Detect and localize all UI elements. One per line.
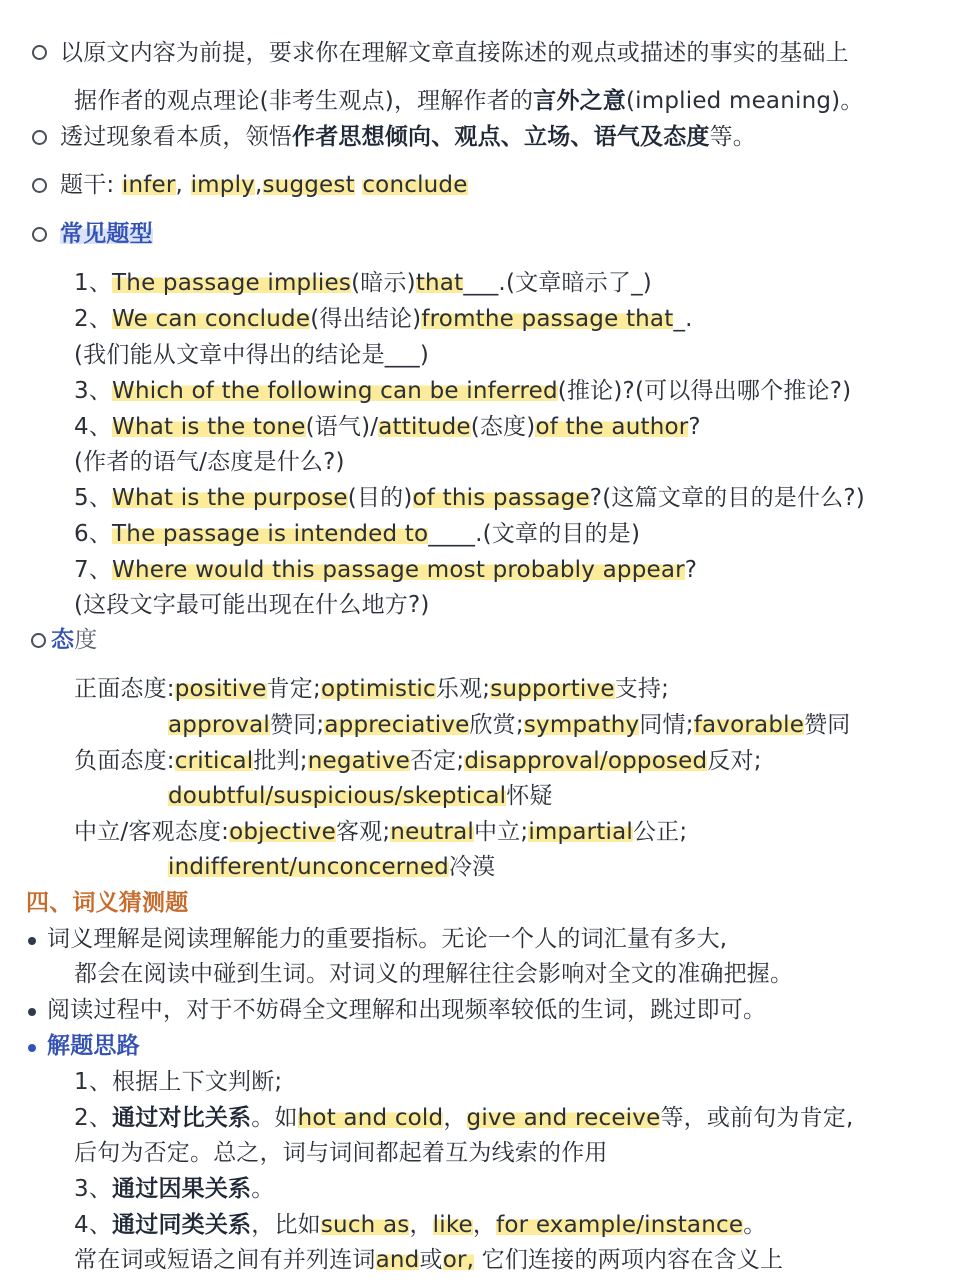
label: 负面态度: [74, 748, 175, 774]
strategy-3 [74, 1174, 274, 1204]
subsection-title: 解题思路 [47, 1033, 140, 1059]
text: (implied meaning)。 [625, 88, 864, 114]
text: 常在词或短语之间有并列连词 [74, 1247, 376, 1273]
text: (态度) [470, 414, 536, 440]
question-type-1 [74, 268, 652, 298]
text: ___.(文章暗示了_) [463, 270, 652, 296]
bullet-dot-icon [28, 937, 36, 945]
text: 客观; [335, 819, 391, 845]
text: (目的) [347, 485, 413, 511]
text: ? [684, 557, 698, 583]
text: 3、 [74, 1176, 113, 1202]
keyword: neutral [390, 819, 474, 845]
text: 它们连接的两项内容在含义上 [474, 1247, 784, 1273]
keyword: optimistic [320, 676, 436, 702]
keyword: positive [174, 676, 267, 702]
keyword: hot and cold [297, 1105, 444, 1131]
text: 3、 [74, 378, 113, 404]
strategy-1: 1、根据上下文判断; [74, 1069, 283, 1095]
bold-text: 言外之意 [533, 88, 626, 114]
text: , [175, 172, 191, 198]
keyword: What is the tone [112, 414, 306, 440]
text: ， [409, 1212, 433, 1238]
question-type-4 [74, 412, 701, 442]
section-subtitle [60, 219, 153, 249]
text: 据作者的观点理论(非考生观点)，理解作者的 [74, 88, 534, 114]
text: 否定; [409, 748, 465, 774]
keyword: sympathy [523, 712, 640, 738]
paragraph-line: 阅读过程中，对于不妨碍全文理解和出现频率较低的生词，跳过即可。 [47, 997, 767, 1023]
text: 欣赏; [469, 712, 524, 738]
negative-attitudes-cont [168, 781, 553, 811]
text: ?(这篇文章的目的是什么?) [589, 485, 865, 511]
keyword: conclude [362, 172, 468, 198]
question-type-2-translation: (我们能从文章中得出的结论是___) [74, 342, 430, 368]
text: ， [443, 1105, 467, 1131]
keyword: for example/instance [496, 1212, 744, 1238]
neutral-attitudes-cont [168, 852, 495, 882]
text: ? [688, 414, 701, 440]
text: 。 [743, 1212, 767, 1238]
question-type-6 [74, 519, 640, 549]
text: (暗示) [351, 270, 416, 296]
text: 怀疑 [506, 783, 553, 809]
text: 。 [251, 1176, 275, 1202]
keyword: supportive [490, 676, 615, 702]
question-type-2 [74, 304, 693, 334]
bullet-dot-icon [28, 1044, 36, 1052]
keyword: The passage implies [112, 270, 352, 296]
text: (得出结论) [310, 306, 422, 332]
text: 或 [419, 1247, 443, 1273]
text: 6、 [74, 521, 113, 547]
text: ____.(文章的目的是) [428, 521, 641, 547]
question-type-3 [74, 376, 851, 406]
subtitle-text: 常见题型 [60, 221, 153, 247]
keyword: suggest [262, 172, 355, 198]
text: 乐观; [435, 676, 491, 702]
keyword: Which of the following can be inferred [112, 378, 558, 404]
paragraph-line: 词义理解是阅读理解能力的重要指标。无论一个人的词汇量有多大, [47, 926, 728, 952]
keyword: impartial [528, 819, 633, 845]
keyword: critical [174, 748, 254, 774]
keyword: approval [168, 712, 271, 738]
text: 2、 [74, 1105, 113, 1131]
bullet-circle-icon [32, 178, 47, 193]
bold-text: 作者思想倾向、观点、立场、语气及态度 [292, 124, 710, 150]
positive-attitudes [74, 674, 669, 704]
text: 4、 [74, 1212, 113, 1238]
text: 反对; [707, 748, 762, 774]
text: 2、 [74, 306, 113, 332]
text: 题干: [60, 172, 122, 198]
text: 1、 [74, 270, 113, 296]
text: 等。 [709, 124, 757, 150]
text: 赞同; [270, 712, 325, 738]
neutral-attitudes [74, 817, 687, 847]
keyword: and [375, 1247, 420, 1273]
label: 中立/客观态度: [74, 819, 230, 845]
bullet-line: 以原文内容为前提，要求你在理解文章直接陈述的观点或描述的事实的基础上 [60, 40, 849, 66]
keyword: indifferent/unconcerned [168, 854, 449, 880]
keyword: We can conclude [112, 306, 311, 332]
keyword: or, [442, 1247, 475, 1273]
strategy-4-cont [74, 1245, 783, 1275]
bold-text: 通过因果关系 [112, 1176, 252, 1202]
keyword: of the author [535, 414, 689, 440]
keyword: Where would this passage most probably appear [112, 557, 685, 583]
text: 赞同 [804, 712, 851, 738]
text: ，比如 [251, 1212, 321, 1238]
bullet-line [60, 170, 468, 200]
question-type-4-translation: (作者的语气/态度是什么?) [74, 449, 345, 475]
text: 7、 [74, 557, 113, 583]
keyword: doubtful/suspicious/skeptical [168, 783, 507, 809]
text: 5、 [74, 485, 113, 511]
question-type-5 [74, 483, 865, 513]
bullet-dot-icon [28, 1008, 36, 1016]
section-heading: 四、词义猜测题 [26, 890, 189, 916]
question-type-7-translation: (这段文字最可能出现在什么地方?) [74, 592, 430, 618]
keyword: objective [229, 819, 336, 845]
text: 中立; [473, 819, 529, 845]
text: 冷漠 [448, 854, 496, 880]
attitude-title [51, 625, 97, 655]
strategy-2-cont: 后句为否定。总之，词与词间都起着互为线索的作用 [74, 1140, 608, 1166]
bullet-circle-icon [31, 633, 46, 648]
title-text: 态 [51, 627, 75, 653]
keyword: attitude [378, 414, 471, 440]
keyword: like [432, 1212, 473, 1238]
negative-attitudes [74, 746, 762, 776]
positive-attitudes-cont [168, 710, 850, 740]
text: 批判; [253, 748, 308, 774]
keyword: The passage is intended to [112, 521, 429, 547]
label: 正面态度: [74, 676, 175, 702]
keyword: favorable [693, 712, 805, 738]
strategy-4 [74, 1210, 766, 1240]
title-text: 度 [74, 627, 98, 653]
keyword: of this passage [412, 485, 590, 511]
bullet-circle-icon [32, 227, 47, 242]
text: 肯定; [266, 676, 321, 702]
bold-text: 通过同类关系 [112, 1212, 252, 1238]
strategy-2 [74, 1103, 854, 1133]
bullet-line [74, 86, 864, 116]
keyword: negative [307, 748, 410, 774]
bullet-line [60, 122, 756, 152]
bullet-circle-icon [32, 45, 47, 60]
text: ， [472, 1212, 497, 1238]
keyword: appreciative [324, 712, 470, 738]
keyword: give and receive [466, 1105, 661, 1131]
keyword: infer [121, 172, 176, 198]
text: 同情; [639, 712, 694, 738]
text: 公正; [632, 819, 688, 845]
text: , [254, 172, 263, 198]
text: _. [673, 306, 693, 332]
keyword: imply [190, 172, 255, 198]
question-type-7 [74, 555, 697, 585]
keyword: that [415, 270, 464, 296]
keyword: disapproval/opposed [464, 748, 708, 774]
text: (语气)/ [305, 414, 379, 440]
bullet-circle-icon [32, 130, 47, 145]
keyword: such as [320, 1212, 410, 1238]
keyword: What is the purpose [112, 485, 348, 511]
text: 等，或前句为肯定, [660, 1105, 854, 1131]
text: 透过现象看本质，领悟 [60, 124, 292, 150]
bold-text: 通过对比关系 [112, 1105, 252, 1131]
text: 支持; [614, 676, 670, 702]
text: 4、 [74, 414, 113, 440]
paragraph-line: 都会在阅读中碰到生词。对词义的理解往往会影响对全文的准确把握。 [74, 961, 794, 987]
keyword: fromthe passage that [421, 306, 674, 332]
text: (推论)?(可以得出哪个推论?) [557, 378, 852, 404]
text: 。如 [251, 1105, 298, 1131]
